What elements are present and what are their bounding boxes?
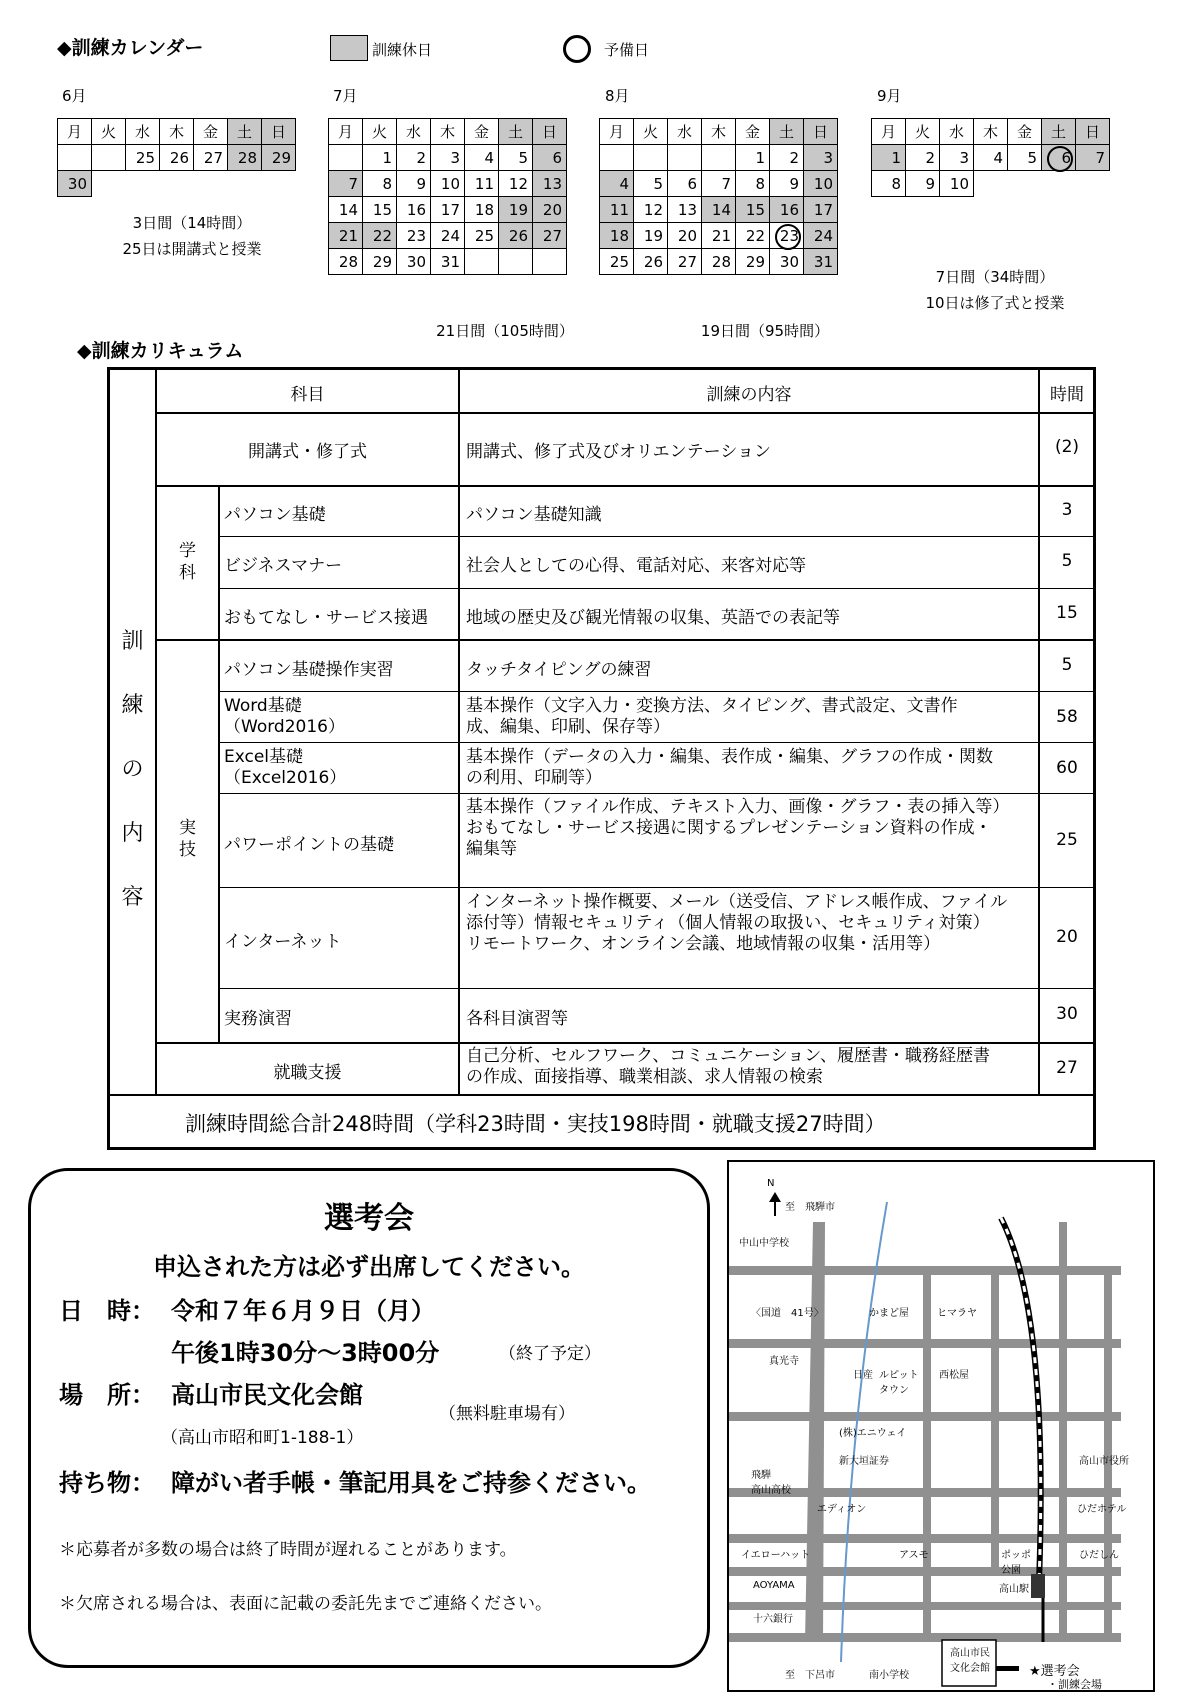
month-label-september: 9月 [877,87,902,105]
weekday-header: 土 [770,119,804,145]
month-label-july: 7月 [333,87,358,105]
date-value: 令和７年６月９日（月） [171,1297,435,1325]
to-hida-label: 至 飛騨市 [785,1202,835,1213]
map-label: 〈国道 41号〉 [751,1308,824,1319]
weekday-header: 火 [634,119,668,145]
weekday-header: 火 [363,119,397,145]
weekday-header: 木 [974,119,1008,145]
jitsugi-subject: 実務演習 [224,1009,292,1029]
weekday-header: 月 [872,119,906,145]
map-label: ポッポ 公園 [1001,1550,1031,1576]
map-label: 飛騨 高山高校 [751,1470,791,1496]
weekday-header: 土 [228,119,262,145]
map-label: 中山中学校 [739,1238,789,1249]
gakka-content: パソコン基礎知識 [466,505,602,525]
place-value: 高山市民文化会館 [171,1381,363,1409]
map-label: (株)エニウェイ [839,1428,907,1439]
calendar-title: ◆訓練カレンダー [57,37,204,59]
support-content: 自己分析、セルフワーク、コミュニケーション、履歴書・職務経歴書 の作成、面接指導、職業相談、求人情報の検索 [466,1046,990,1087]
jitsugi-subject: パワーポイントの基礎 [224,835,394,855]
date-label: 日 時： [59,1297,155,1325]
gakka-label: 学 科 [179,541,196,583]
venue-sub: ・訓練会場 [1047,1678,1102,1691]
weekday-header: 木 [431,119,465,145]
map-label: エディオン [817,1504,867,1515]
day-cell [92,145,126,171]
holiday-legend-label: 訓練休日 [372,41,433,59]
calendar-june [57,118,296,197]
june-note-detail: 25日は開講式と授業 [122,240,262,258]
venue-star: ★選考会 [1029,1664,1080,1679]
day-cell: 26 [160,145,194,171]
weekday-header: 金 [736,119,770,145]
jitsugi-content: 基本操作（ファイル作成、テキスト入力、画像・グラフ・表の挿入等） おもてなし・サービス接遇に関するプレゼンテーション資料の作成・ 編集等 [466,797,1010,859]
gakka-hours: 15 [1056,603,1078,623]
jitsugi-hours: 5 [1061,655,1073,675]
header-content: 訓練の内容 [706,385,792,405]
side-label: 訓 練 の 内 容 [121,629,144,910]
day-cell: 25 [126,145,160,171]
gakka-hours: 5 [1061,551,1073,571]
map-label: ルピット タウン [879,1370,919,1396]
jitsugi-hours: 60 [1056,758,1078,778]
jitsugi-subject: パソコン基礎操作実習 [224,660,394,680]
map-label: 高山市役所 [1079,1456,1129,1467]
venue-label: 高山市民 文化会館 [950,1648,990,1674]
opening-subject: 開講式・修了式 [248,442,367,462]
jitsugi-subject: Word基礎 （Word2016） [224,696,345,737]
day-cell: 29 [262,145,296,171]
jitsugi-subject: インターネット [224,932,342,952]
jitsugi-subject: Excel基礎 （Excel2016） [224,747,347,788]
place-label: 場 所： [59,1381,155,1409]
items-value: 障がい者手帳・筆記用具をご持参ください。 [171,1469,651,1497]
weekday-header: 木 [702,119,736,145]
note-absence: ＊欠席される場合は、表面に記載の委託先までご連絡ください。 [59,1594,552,1614]
weekday-header: 火 [92,119,126,145]
holiday-legend-swatch [330,35,368,61]
gakka-content: 社会人としての心得、電話対応、来客対応等 [466,556,806,576]
weekday-header: 火 [906,119,940,145]
map-label: 日産 [853,1370,873,1381]
gakka-content: 地域の歴史及び観光情報の収集、英語での表記等 [466,608,840,628]
curriculum-table [107,367,1096,1150]
map-label: 南小学校 [869,1670,909,1681]
weekday-header: 日 [262,119,296,145]
day-cell: 30 [58,171,92,197]
parking-note: （無料駐車場有） [439,1404,575,1424]
weekday-header: 水 [668,119,702,145]
weekday-header: 日 [533,119,567,145]
map-label: 高山駅 [999,1584,1029,1595]
venue-map [727,1160,1155,1692]
weekday-header: 土 [499,119,533,145]
jitsugi-hours: 25 [1056,830,1078,850]
august-note-days: 19日間（95時間） [700,322,830,340]
reserve-legend-label: 予備日 [604,41,650,59]
calendar-july: 月 火 水 木 金 土 日 1 2 3 4 5 6 7 8 9 10 11 12 13 14 15 16 17 18 19 20 21 22 23 24 25 26 27 28 29 30 31 [328,118,567,275]
address: （高山市昭和町1-188-1） [161,1428,364,1448]
jitsugi-content: 基本操作（文字入力・変換方法、タイピング、書式設定、文書作 成、編集、印刷、保存等） [466,696,958,737]
map-label: AOYAMA [753,1580,795,1591]
jitsugi-content: 各科目演習等 [466,1009,568,1029]
weekday-header: 金 [465,119,499,145]
note-applicants: ＊応募者が多数の場合は終了時間が遅れることがあります。 [59,1540,517,1560]
jitsugi-content: インターネット操作概要、メール（送受信、アドレス帳作成、ファイル 添付等）情報セキュリティ（個人情報の取扱い、セキュリティ対策） リモートワーク、オンライン会議、地域情報の収集・活用等） [466,892,1008,954]
reserve-legend-circle-icon [563,35,591,63]
weekday-header: 水 [940,119,974,145]
north-label: N [767,1178,775,1189]
reserve-day-23: 23 [770,223,804,249]
weekday-header: 水 [126,119,160,145]
map-label: ヒマラヤ [937,1308,977,1319]
map-label: アスモ [899,1550,929,1561]
weekday-header: 土 [1042,119,1076,145]
selection-box [28,1168,710,1668]
weekday-header: 日 [1076,119,1110,145]
september-note-detail: 10日は修了式と授業 [925,294,1065,312]
weekday-header: 水 [397,119,431,145]
opening-content: 開講式、修了式及びオリエンテーション [466,442,771,462]
jitsugi-label: 実 技 [179,818,196,860]
calendar-august: 月 火 水 木 金 土 日 1 2 3 4 5 6 7 8 9 10 11 12 13 14 15 16 17 18 19 20 21 22 23 24 25 26 27 28 29 30 31 [599,118,838,275]
total-hours: 訓練時間総合計248時間（学科23時間・実技198時間・就職支援27時間） [185,1112,886,1136]
gakka-subject: おもてなし・サービス接遇 [224,608,428,628]
gakka-subject: パソコン基礎 [224,505,326,525]
map-label: 十六銀行 [753,1614,793,1625]
weekday-header: 金 [1008,119,1042,145]
opening-hours: (2) [1054,437,1080,457]
jitsugi-hours: 20 [1056,927,1078,947]
map-label: 新大垣証券 [839,1456,889,1467]
support-subject: 就職支援 [273,1063,342,1083]
september-note-days: 7日間（34時間） [935,268,1055,286]
map-label: ひだホテル [1077,1504,1127,1515]
june-note-days: 3日間（14時間） [132,214,252,232]
jitsugi-content: 基本操作（データの入力・編集、表作成・編集、グラフの作成・関数 の利用、印刷等） [466,747,993,788]
jitsugi-hours: 30 [1056,1004,1078,1024]
weekday-header: 月 [329,119,363,145]
weekday-header: 日 [804,119,838,145]
header-hours: 時間 [1050,385,1084,405]
gakka-subject: ビジネスマナー [224,556,343,576]
day-cell [58,145,92,171]
map-label: ひだしん [1079,1550,1119,1561]
map-label: 真光寺 [769,1356,799,1367]
items-label: 持ち物： [59,1469,155,1497]
month-label-june: 6月 [62,87,87,105]
july-note-days: 21日間（105時間） [436,322,574,340]
weekday-header: 月 [58,119,92,145]
selection-subtitle: 申込された方は必ず出席してください。 [153,1253,585,1281]
to-gero-label: 至 下呂市 [785,1670,835,1681]
header-subject: 科目 [290,385,325,405]
jitsugi-hours: 58 [1056,707,1078,727]
weekday-header: 金 [194,119,228,145]
map-label: 西松屋 [939,1370,969,1381]
gakka-hours: 3 [1061,500,1073,520]
weekday-header: 木 [160,119,194,145]
month-label-august: 8月 [605,87,630,105]
selection-title: 選考会 [324,1201,414,1236]
weekday-header: 月 [600,119,634,145]
time-note: （終了予定） [499,1344,601,1364]
day-cell: 27 [194,145,228,171]
calendar-september: 月 火 水 木 金 土 日 1 2 3 4 5 6 7 8 9 10 [871,118,1110,197]
map-label: かまど屋 [869,1308,909,1319]
map-label: イエローハット [741,1550,811,1561]
jitsugi-content: タッチタイピングの練習 [466,660,652,680]
time-value: 午後1時30分～3時00分 [171,1339,440,1367]
day-cell: 28 [228,145,262,171]
reserve-day-6: 6 [1042,145,1076,171]
curriculum-title: ◆訓練カリキュラム [77,340,244,362]
support-hours: 27 [1056,1058,1078,1078]
